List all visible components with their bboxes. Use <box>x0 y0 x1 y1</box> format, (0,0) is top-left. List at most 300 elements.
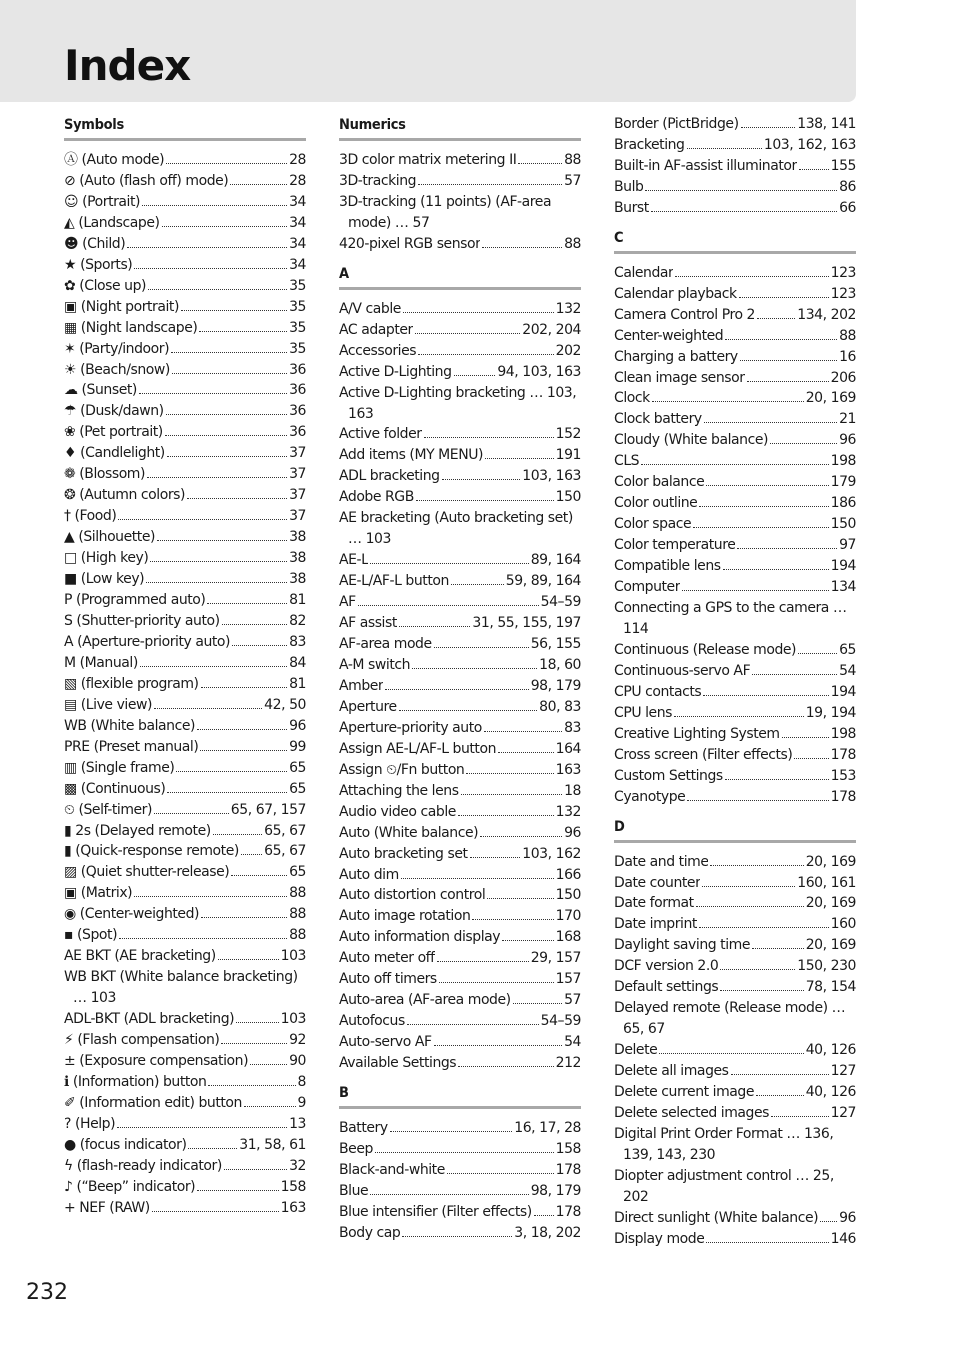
index-entry <box>64 192 306 213</box>
dot-leader <box>370 1194 529 1195</box>
index-entry <box>64 234 306 255</box>
index-entry <box>339 1139 581 1160</box>
entry-pages: 40, 126 <box>805 1084 856 1101</box>
entry-term: Cloudy (White balance) <box>614 432 769 449</box>
dot-leader <box>442 479 521 480</box>
dot-leader <box>134 268 287 269</box>
index-entry <box>614 409 856 430</box>
dot-leader <box>434 1045 563 1046</box>
dot-leader <box>447 1173 554 1174</box>
index-entry <box>614 1208 856 1229</box>
entry-pages: 178 <box>555 1161 581 1178</box>
entry-pages: 81 <box>289 592 306 609</box>
entry-term: ▮ 2s (Delayed remote) <box>64 822 211 839</box>
entry-term: ▨ (Quiet shutter-release) <box>64 864 230 881</box>
dot-leader <box>472 919 553 920</box>
index-entry <box>614 1040 856 1061</box>
index-entry <box>614 873 856 894</box>
index-entry <box>614 577 856 598</box>
entry-pages: 97 <box>839 537 856 554</box>
entry-pages: 163 <box>280 1199 306 1216</box>
dot-leader <box>167 792 287 793</box>
index-entry <box>64 800 306 821</box>
entry-pages: 194 <box>830 683 856 700</box>
dot-leader <box>710 865 803 866</box>
index-entry <box>339 466 581 487</box>
entry-pages: 178 <box>830 788 856 805</box>
index-entry <box>339 781 581 802</box>
entry-term: ☁ (Sunset) <box>64 382 137 399</box>
entry-term: Ⓐ (Auto mode) <box>64 152 165 168</box>
entry-term: + NEF (RAW) <box>64 1199 150 1216</box>
dot-leader <box>221 1043 287 1044</box>
index-entry <box>339 823 581 844</box>
index-entry <box>339 1118 581 1139</box>
index-entry <box>64 758 306 779</box>
section-heading: Symbols <box>64 114 306 141</box>
index-entry <box>614 935 856 956</box>
entry-pages: 34 <box>289 256 306 273</box>
dot-leader <box>399 626 471 627</box>
dot-leader <box>645 190 837 191</box>
index-entry <box>339 1202 581 1223</box>
dot-leader <box>451 584 504 585</box>
index-entry <box>339 906 581 927</box>
dot-leader <box>498 752 554 753</box>
entry-pages: 66 <box>839 199 856 216</box>
dot-leader <box>401 878 554 879</box>
dot-leader <box>693 527 829 528</box>
dot-leader <box>140 666 287 667</box>
dot-leader <box>725 339 837 340</box>
entry-pages: 178 <box>555 1203 581 1220</box>
entry-pages: 65, 67 <box>264 822 306 839</box>
index-entry <box>339 697 581 718</box>
entry-pages: 65, 67 <box>623 1021 665 1038</box>
entry-pages: 150, 230 <box>797 958 856 975</box>
index-entry <box>614 766 856 787</box>
dot-leader <box>201 687 288 688</box>
entry-pages: 90 <box>289 1052 306 1069</box>
dot-leader <box>134 896 287 897</box>
entry-pages: 123 <box>830 264 856 281</box>
index-entry <box>614 305 856 326</box>
dot-leader <box>424 437 554 438</box>
entry-pages: 21 <box>839 411 856 428</box>
entry-pages: 103, 162 <box>522 845 581 862</box>
dot-leader <box>148 289 287 290</box>
entry-term: ❁ (Blossom) <box>64 466 146 483</box>
dot-leader: … <box>73 990 91 1007</box>
entry-pages: 114 <box>623 620 649 637</box>
entry-pages: 98, 179 <box>530 1182 581 1199</box>
entry-list <box>614 263 856 808</box>
entry-pages: 16 <box>839 348 856 365</box>
entry-list <box>339 150 581 255</box>
index-entry <box>64 590 306 611</box>
entry-pages: 35 <box>289 277 306 294</box>
entry-pages: 8 <box>297 1073 306 1090</box>
entry-term: Bracketing <box>614 136 685 153</box>
entry-term: ♪ (“Beep” indicator) <box>64 1178 196 1195</box>
entry-pages: 36 <box>289 361 306 378</box>
dot-leader <box>157 540 287 541</box>
dot-leader <box>799 169 829 170</box>
dot-leader <box>407 1024 539 1025</box>
dot-leader <box>682 590 829 591</box>
index-entry <box>64 862 306 883</box>
entry-term: Built-in AF-assist illuminator <box>614 157 797 174</box>
dot-leader <box>482 247 562 248</box>
dot-leader: … <box>791 1167 813 1184</box>
index-entry <box>64 485 306 506</box>
entry-term: Compatible lens <box>614 558 721 575</box>
dot-leader <box>230 184 287 185</box>
entry-term: Assign AE-L/AF-L button <box>339 740 497 757</box>
entry-list <box>614 852 856 1250</box>
dot-leader <box>439 982 554 983</box>
entry-term: ⚡ (Flash compensation) <box>64 1032 220 1049</box>
entry-pages: 18, 60 <box>539 656 581 673</box>
entry-term: Add items (MY MENU) <box>339 447 484 464</box>
index-section <box>614 114 856 227</box>
entry-pages: 86 <box>839 178 856 195</box>
page-title: Index <box>64 41 191 90</box>
index-entry <box>614 388 856 409</box>
entry-term: Amber <box>339 677 384 694</box>
entry-pages: 81 <box>289 675 306 692</box>
dot-leader <box>458 815 554 816</box>
dot-leader <box>250 1064 287 1065</box>
entry-term: Connecting a GPS to the camera <box>614 600 829 617</box>
entry-pages: 202 <box>555 342 581 359</box>
dot-leader <box>675 276 828 277</box>
index-entry <box>614 956 856 977</box>
dot-leader <box>820 1221 837 1222</box>
index-entry <box>614 852 856 873</box>
entry-pages: 206 <box>830 369 856 386</box>
entry-term: Audio video cable <box>339 803 456 820</box>
entry-pages: 38 <box>289 571 306 588</box>
entry-term: Delete selected images <box>614 1104 769 1121</box>
entry-pages: 36 <box>289 424 306 441</box>
section-heading: B <box>339 1082 581 1109</box>
index-entry <box>614 198 856 219</box>
section-heading: C <box>614 227 856 254</box>
entry-term: Aperture <box>339 698 397 715</box>
entry-pages: 103, 163 <box>522 468 581 485</box>
entry-term: Adobe RGB <box>339 489 414 506</box>
entry-term: Black-and-white <box>339 1161 445 1178</box>
dot-leader <box>723 569 829 570</box>
entry-pages: 98, 179 <box>530 677 581 694</box>
entry-term: Date counter <box>614 874 701 891</box>
dot-leader <box>437 961 529 962</box>
dot-leader <box>172 373 287 374</box>
dot-leader <box>470 857 521 858</box>
index-entry <box>64 946 306 967</box>
entry-pages: 88 <box>289 885 306 902</box>
entry-term: Auto meter off <box>339 950 435 967</box>
index-entry <box>339 299 581 320</box>
index-entry <box>339 802 581 823</box>
entry-pages: 152 <box>555 426 581 443</box>
entry-term: ADL-BKT (ADL bracketing) <box>64 1011 235 1028</box>
index-entry <box>614 114 856 135</box>
entry-pages: 138, 141 <box>797 116 856 132</box>
dot-leader <box>418 184 562 185</box>
entry-term: ♦ (Candlelight) <box>64 445 165 462</box>
entry-term: 3D-tracking (11 points) (AF-area mode) <box>339 193 552 231</box>
entry-term: Date imprint <box>614 916 697 933</box>
index-entry <box>64 632 306 653</box>
dot-leader <box>213 834 262 835</box>
entry-term: Blue <box>339 1182 369 1199</box>
entry-pages: 168 <box>555 929 581 946</box>
index-entry <box>339 969 581 990</box>
dot-leader <box>119 938 287 939</box>
entry-pages: 178 <box>830 746 856 763</box>
dot-leader <box>208 1085 295 1086</box>
dot-leader <box>166 163 287 164</box>
entry-term: M (Manual) <box>64 654 138 671</box>
index-entry <box>339 1223 581 1244</box>
entry-pages: 88 <box>289 927 306 944</box>
index-entry <box>614 787 856 808</box>
entry-term: CPU contacts <box>614 683 702 700</box>
dot-leader <box>756 1095 804 1096</box>
index-entry <box>614 514 856 535</box>
entry-pages: 96 <box>839 432 856 449</box>
entry-term: Active D-Lighting <box>339 363 452 380</box>
entry-term: ☂ (Dusk/dawn) <box>64 403 164 420</box>
index-section <box>64 114 306 1219</box>
index-entry <box>339 1053 581 1074</box>
entry-pages: 103 <box>90 990 116 1007</box>
dot-leader <box>399 710 537 711</box>
index-entry <box>64 297 306 318</box>
index-entry <box>614 1061 856 1082</box>
index-column-2 <box>339 114 581 1244</box>
entry-term: Diopter adjustment control <box>614 1167 792 1184</box>
dot-leader <box>706 1242 828 1243</box>
entry-term: ◭ (Landscape) <box>64 214 160 231</box>
dot-leader <box>201 917 287 918</box>
entry-term: Center-weighted <box>614 327 724 344</box>
index-entry <box>614 156 856 177</box>
entry-pages: 88 <box>839 327 856 344</box>
dot-leader <box>687 148 762 149</box>
entry-term: ★ (Sports) <box>64 256 133 273</box>
entry-term: Color space <box>614 516 692 533</box>
dot-leader: … <box>827 1000 846 1017</box>
entry-pages: 36 <box>289 382 306 399</box>
dot-leader <box>127 247 287 248</box>
entry-pages: 88 <box>564 152 581 168</box>
dot-leader <box>651 211 837 212</box>
entry-term: CPU lens <box>614 704 672 721</box>
entry-term: Autofocus <box>339 1013 405 1030</box>
dot-leader <box>720 990 803 991</box>
entry-term: Clock <box>614 390 650 407</box>
entry-term: 420-pixel RGB sensor <box>339 235 481 252</box>
entry-term: ▤ (Live view) <box>64 696 153 713</box>
index-entry <box>614 1082 856 1103</box>
dot-leader <box>171 352 287 353</box>
dot-leader <box>358 605 539 606</box>
index-entry <box>64 150 306 171</box>
section-gap <box>614 219 856 227</box>
entry-term: ϟ (flash-ready indicator) <box>64 1157 222 1174</box>
entry-pages: 127 <box>830 1063 856 1080</box>
entry-pages: 34 <box>289 214 306 231</box>
index-entry <box>339 1181 581 1202</box>
entry-term: Auto bracketing set <box>339 845 468 862</box>
entry-term: A/V cable <box>339 300 401 317</box>
entry-term: WB (White balance) <box>64 717 195 734</box>
dot-leader <box>224 1169 287 1170</box>
entry-pages: 35 <box>289 340 306 357</box>
entry-pages: 65, 67 <box>264 843 306 860</box>
index-entry <box>64 737 306 758</box>
dot-leader <box>699 506 828 507</box>
entry-pages: 35 <box>289 298 306 315</box>
entry-pages: 150 <box>830 516 856 533</box>
index-entry <box>64 318 306 339</box>
dot-leader <box>674 716 804 717</box>
entry-pages: 103 <box>280 948 306 965</box>
dot-leader <box>385 689 528 690</box>
entry-pages: 9 <box>297 1094 306 1111</box>
entry-term: ☺ (Portrait) <box>64 193 141 210</box>
index-entry <box>339 739 581 760</box>
entry-term: ℹ (Information) button <box>64 1073 207 1090</box>
entry-pages: 158 <box>555 1140 581 1157</box>
entry-pages: 88 <box>564 235 581 252</box>
entry-term: ▩ (Continuous) <box>64 780 166 797</box>
dot-leader <box>659 1053 803 1054</box>
index-entry <box>339 192 581 234</box>
index-entry <box>614 472 856 493</box>
entry-pages: 65 <box>289 759 306 776</box>
index-entry <box>64 276 306 297</box>
dot-leader <box>416 500 554 501</box>
index-entry <box>64 506 306 527</box>
index-entry <box>614 368 856 389</box>
entry-pages: 150 <box>555 489 581 506</box>
entry-pages: 82 <box>289 612 306 629</box>
entry-pages: 164 <box>555 740 581 757</box>
dot-leader <box>154 708 262 709</box>
dot-leader <box>118 519 287 520</box>
dot-leader <box>197 1190 278 1191</box>
entry-term: AE-L <box>339 552 369 569</box>
entry-term: AE-L/AF-L button <box>339 573 449 590</box>
dot-leader <box>502 940 554 941</box>
entry-pages: 84 <box>289 654 306 671</box>
dot-leader <box>641 464 829 465</box>
dot-leader <box>166 414 287 415</box>
index-entry <box>614 893 856 914</box>
entry-pages: 198 <box>830 725 856 742</box>
entry-term: Bulb <box>614 178 644 195</box>
entry-term: Delete current image <box>614 1084 755 1101</box>
entry-term: Available Settings <box>339 1055 457 1072</box>
entry-pages: 28 <box>289 172 306 189</box>
entry-term: Color temperature <box>614 537 736 554</box>
index-entry <box>614 1103 856 1124</box>
entry-pages: 127 <box>830 1104 856 1121</box>
index-entry <box>64 925 306 946</box>
entry-term: Direct sunlight (White balance) <box>614 1209 819 1226</box>
index-entry <box>64 716 306 737</box>
entry-pages: 20, 169 <box>805 853 856 870</box>
index-entry <box>339 150 581 171</box>
index-entry <box>64 841 306 862</box>
index-entry <box>339 760 581 781</box>
section-gap <box>339 1074 581 1082</box>
entry-pages: 25, 202 <box>623 1167 834 1205</box>
index-entry <box>614 135 856 156</box>
entry-pages: 32 <box>289 1157 306 1174</box>
index-entry <box>339 865 581 886</box>
index-section <box>339 114 581 263</box>
index-entry <box>339 445 581 466</box>
entry-pages: 20, 169 <box>805 895 856 912</box>
entry-pages: 54 <box>839 662 856 679</box>
entry-pages: 103 <box>365 531 391 548</box>
entry-pages: 37 <box>289 487 306 504</box>
entry-term: Burst <box>614 199 649 216</box>
entry-pages: 28 <box>289 152 306 168</box>
entry-pages: 88 <box>289 906 306 923</box>
entry-pages: 132 <box>555 300 581 317</box>
entry-term: † (Food) <box>64 508 117 525</box>
index-entry <box>614 598 856 640</box>
dot-leader <box>740 360 837 361</box>
dot-leader <box>513 1003 562 1004</box>
entry-term: ✿ (Close up) <box>64 277 147 294</box>
index-entry <box>614 661 856 682</box>
entry-pages: 96 <box>564 824 581 841</box>
dot-leader <box>687 800 828 801</box>
index-entry <box>64 1198 306 1219</box>
entry-pages: 103, 162, 163 <box>763 136 856 153</box>
entry-term: Beep <box>339 1140 373 1157</box>
entry-term: Calendar playback <box>614 285 737 302</box>
index-entry <box>64 548 306 569</box>
index-entry <box>614 451 856 472</box>
entry-pages: 170 <box>555 908 581 925</box>
entry-term: Color outline <box>614 495 698 512</box>
entry-pages: 89, 164 <box>530 552 581 569</box>
index-entry <box>339 1032 581 1053</box>
section-heading: D <box>614 816 856 843</box>
dot-leader <box>181 310 287 311</box>
dot-leader <box>139 393 287 394</box>
entry-term: Border (PictBridge) <box>614 116 739 132</box>
entry-pages: 36 <box>289 403 306 420</box>
index-entry <box>64 779 306 800</box>
entry-term: Date and time <box>614 853 709 870</box>
entry-pages: 65 <box>289 780 306 797</box>
entry-term: 3D color matrix metering II <box>339 152 517 168</box>
index-entry <box>614 1166 856 1208</box>
dot-leader <box>731 1074 829 1075</box>
entry-pages: 94, 103, 163 <box>497 363 581 380</box>
dot-leader <box>165 435 287 436</box>
entry-pages: 212 <box>555 1055 581 1072</box>
